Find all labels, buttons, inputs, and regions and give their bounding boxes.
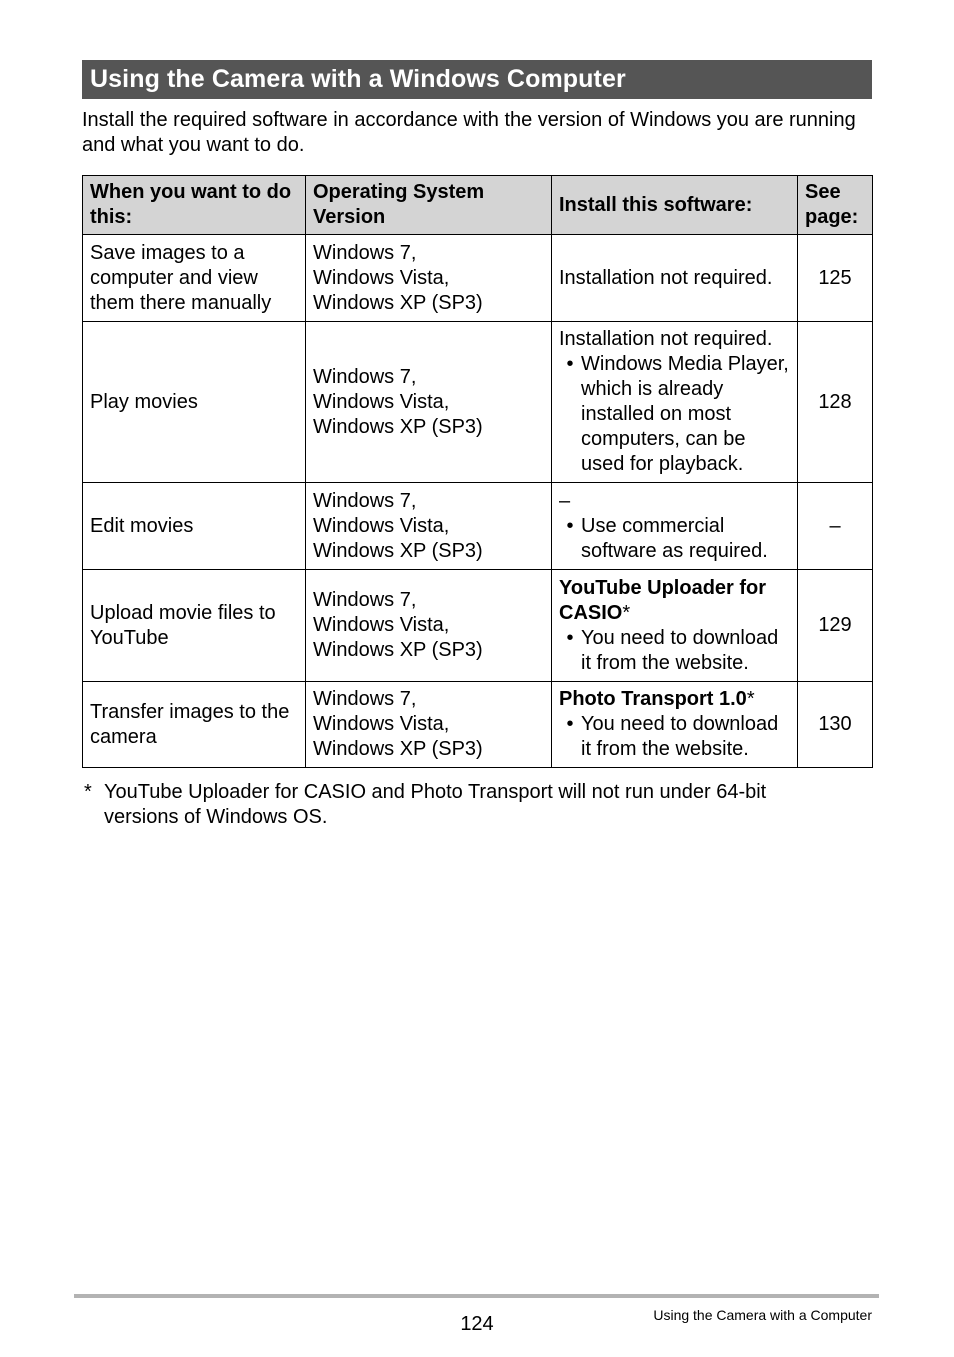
software-name: Photo Transport 1.0 (559, 688, 747, 710)
os-line: Windows XP (SP3) (313, 291, 483, 314)
os-line: Windows Vista, (313, 713, 450, 735)
os-cell (306, 570, 552, 682)
software-bullet (559, 352, 790, 477)
footer-divider (74, 1294, 879, 1298)
page-cell: 128 (798, 322, 873, 483)
os-line: Windows Vista, (313, 514, 450, 537)
page-cell: 125 (798, 235, 873, 322)
os-cell (306, 682, 552, 768)
header-software: Install this software: (552, 176, 798, 235)
table-row (83, 570, 873, 682)
os-cell (306, 483, 552, 570)
software-note: Installation not required. (559, 328, 773, 350)
footnote-ref: * (746, 688, 755, 710)
task-cell: Save images to a computer and view them there manually (83, 235, 306, 322)
page-number: 124 (460, 1313, 494, 1335)
os-line: Windows Vista, (313, 390, 450, 413)
header-page: See page: (798, 176, 873, 235)
task-cell: Edit movies (83, 483, 306, 570)
os-line: Windows Vista, (313, 266, 450, 289)
software-name: YouTube Uploader for CASIO (559, 576, 767, 624)
table-row (83, 483, 873, 570)
task-cell: Upload movie files to YouTube (83, 570, 306, 682)
intro-paragraph: Install the required software in accordance with the version of Windows you are running and what you want to do. (82, 109, 856, 156)
bullet-text: Windows Media Player, which is already installed on most computers, can be used for playback. (581, 353, 789, 475)
os-cell (306, 235, 552, 322)
os-line: Windows Vista, (313, 614, 450, 636)
software-cell (552, 682, 798, 768)
software-cell (552, 322, 798, 483)
footer-section-title: Using the Camera with a Computer (653, 1307, 872, 1323)
footnote (84, 780, 844, 830)
software-note: – (559, 489, 571, 512)
section-title-bar (82, 60, 872, 99)
os-line: Windows XP (SP3) (313, 539, 483, 562)
page-cell: 130 (798, 682, 873, 768)
footnote-text: YouTube Uploader for CASIO and Photo Transport will not run under 64-bit versions of Windows OS. (104, 781, 767, 828)
task-cell: Transfer images to the camera (83, 682, 306, 768)
bullet-marker: • (566, 626, 574, 649)
software-bullet (559, 514, 790, 564)
table-header-row (83, 176, 873, 235)
software-heading (559, 576, 790, 626)
os-line: Windows 7, (313, 489, 417, 512)
os-line: Windows XP (SP3) (313, 639, 483, 661)
software-cell (552, 570, 798, 682)
software-heading (559, 687, 790, 712)
table-row (83, 682, 873, 768)
os-cell (306, 322, 552, 483)
software-cell (552, 235, 798, 322)
software-bullet (559, 712, 790, 762)
software-table (82, 175, 873, 768)
os-line: Windows XP (SP3) (313, 415, 483, 438)
bullet-text: You need to download it from the website. (581, 626, 779, 674)
page-title: Using the Camera with a Windows Computer (90, 65, 626, 93)
os-line: Windows 7, (313, 365, 417, 388)
header-os: Operating System Version (306, 176, 552, 235)
software-note: Installation not required. (559, 266, 773, 289)
software-bullet (559, 626, 790, 676)
header-task: When you want to do this: (83, 176, 306, 235)
bullet-marker: • (566, 353, 574, 375)
table-row (83, 235, 873, 322)
os-line: Windows XP (SP3) (313, 738, 483, 760)
os-line: Windows 7, (313, 241, 417, 264)
footnote-ref: * (622, 601, 631, 624)
software-cell (552, 483, 798, 570)
footnote-marker: * (84, 781, 92, 803)
table-row (83, 322, 873, 483)
bullet-marker: • (566, 713, 574, 735)
bullet-marker: • (566, 514, 574, 537)
task-cell: Play movies (83, 322, 306, 483)
page-cell: – (798, 483, 873, 570)
page-cell: 129 (798, 570, 873, 682)
bullet-text: Use commercial software as required. (581, 514, 768, 562)
os-line: Windows 7, (313, 589, 417, 611)
bullet-text: You need to download it from the website. (581, 713, 779, 760)
os-line: Windows 7, (313, 688, 417, 710)
